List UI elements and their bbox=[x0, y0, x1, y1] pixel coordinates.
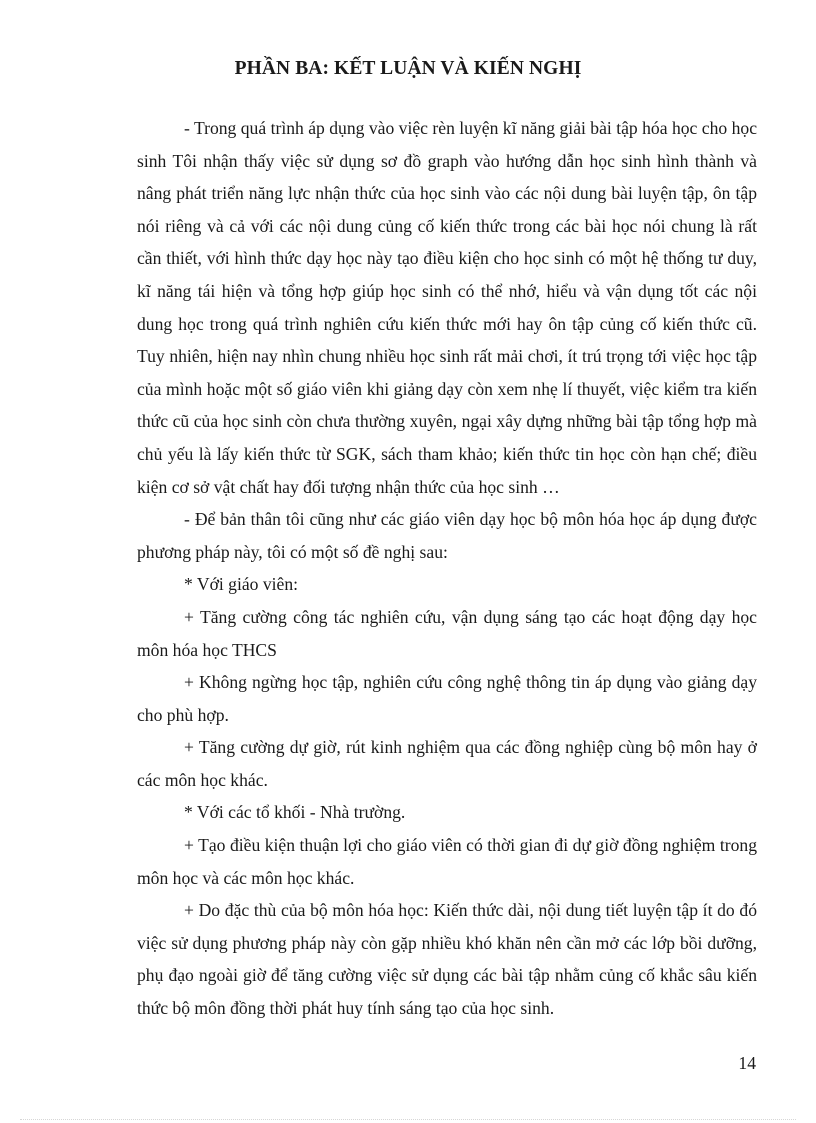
paragraph-school-heading: * Với các tổ khối - Nhà trường. bbox=[184, 802, 406, 823]
paragraph-school-item-1: + Tạo điều kiện thuận lợi cho giáo viên có thời gian đi dự giờ đồng nghiệm trong môn học và các môn học khác. bbox=[137, 835, 757, 888]
body-text bbox=[137, 112, 757, 1025]
paragraph-school-item-2: + Do đặc thù của bộ môn hóa học: Kiến thức dài, nội dung tiết luyện tập ít do đó việc sử dụng phương pháp này còn gặp nhiều khó khăn nên cần mở các lớp bồi dưỡng, phụ đạo ngoài giờ để tăng cường việc sử dụng các bài tập nhằm củng cố khắc sâu kiến thức bộ môn đồng thời phát huy tính sáng tạo của học sinh. bbox=[137, 900, 757, 1019]
paragraph-conclusion: - Trong quá trình áp dụng vào việc rèn luyện kĩ năng giải bài tập hóa học cho học sinh Tôi nhận thấy việc sử dụng sơ đồ graph vào hướng dẫn học sinh hình thành và nâng phát triển năng lực nhận thức của học sinh vào các nội dung bài luyện tập, ôn tập nói riêng và cả với các nội dung củng cố kiến thức trong các bài học nói chung là rất cần thiết, với hình thức dạy học này tạo điều kiện cho học sinh có một hệ thống tư duy, kĩ năng tái hiện và tổng hợp giúp học sinh có thể nhớ, hiểu và vận dụng tốt các nội dung học trong quá trình nghiên cứu kiến thức mới hay ôn tập củng cố kiến thức cũ. Tuy nhiên, hiện nay nhìn chung nhiều học sinh rất mải chơi, ít trú trọng tới việc học tập của mình hoặc một số giáo viên khi giảng dạy còn xem nhẹ lí thuyết, việc kiểm tra kiến thức cũ của học sinh còn chưa thường xuyên, ngại xây dựng những bài tập tổng hợp mà chủ yếu là lấy kiến thức từ SGK, sách tham khảo; kiến thức tin học còn hạn chế; điều kiện cơ sở vật chất hay đối tượng nhận thức của học sinh … bbox=[137, 118, 757, 497]
paragraph-teacher-item-3: + Tăng cường dự giờ, rút kinh nghiệm qua các đồng nghiệp cùng bộ môn hay ở các môn học khác. bbox=[137, 737, 757, 790]
paragraph-teacher-heading: * Với giáo viên: bbox=[184, 574, 299, 595]
page-number: 14 bbox=[738, 1053, 756, 1073]
page-bottom-divider bbox=[20, 1119, 796, 1120]
paragraph-teacher-item-1: + Tăng cường công tác nghiên cứu, vận dụng sáng tạo các hoạt động dạy học môn hóa học THCS bbox=[137, 606, 757, 660]
section-heading: PHẦN BA: KẾT LUẬN VÀ KIẾN NGHỊ bbox=[234, 58, 582, 79]
paragraph-teacher-item-2: + Không ngừng học tập, nghiên cứu công nghệ thông tin áp dụng vào giảng dạy cho phù hợp. bbox=[137, 672, 757, 725]
paragraph-recommendation-intro: - Để bản thân tôi cũng như các giáo viên dạy học bộ môn hóa học áp dụng được phương pháp này, tôi có một số đề nghị sau: bbox=[137, 509, 757, 562]
